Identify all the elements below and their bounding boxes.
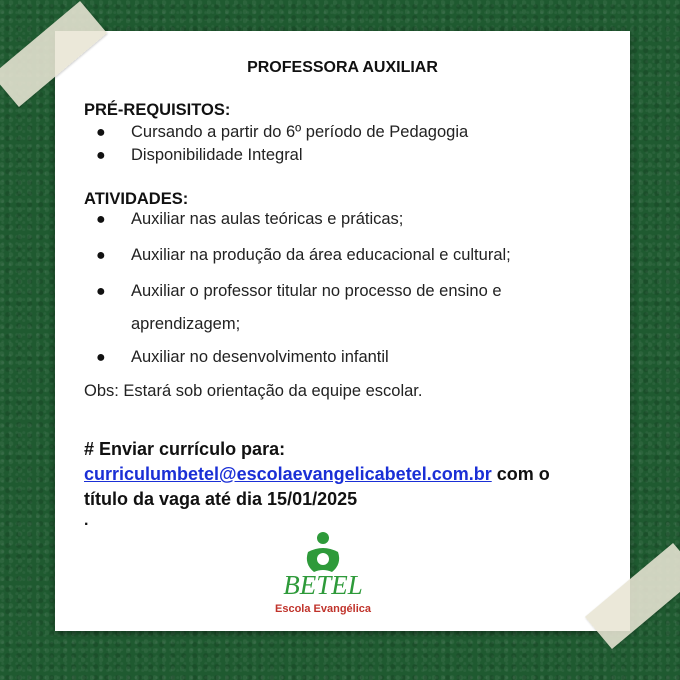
betel-logo [266,528,381,620]
bullet: ● [96,283,106,300]
logo-head-icon [317,532,329,544]
activities-heading: ATIVIDADES: [84,190,189,208]
prerequisites-heading: PRÉ-REQUISITOS: [84,101,231,119]
activity-item-continuation: aprendizagem; [131,315,241,333]
activity-item: Auxiliar o professor titular no processo de ensino e [131,282,502,300]
logo-subtitle: Escola Evangélica [275,603,371,615]
activity-item: Auxiliar nas aulas teóricas e práticas; [131,210,404,228]
bullet: ● [96,211,106,228]
trailing-dot: . [84,512,89,529]
email-link[interactable]: curriculumbetel@escolaevangelicabetel.com.br [84,464,492,484]
bullet: ● [96,349,106,366]
prerequisite-item: Disponibilidade Integral [131,146,303,164]
apply-deadline: título da vaga até dia 15/01/2025 [84,489,358,509]
apply-email-line [84,464,550,485]
job-title: PROFESSORA AUXILIAR [247,59,438,76]
bullet: ● [96,247,106,264]
apply-suffix: com o [491,464,550,484]
observation-note: Obs: Estará sob orientação da equipe escolar. [84,382,423,400]
activity-item: Auxiliar na produção da área educacional e cultural; [131,246,511,264]
bullet: ● [96,147,106,164]
prerequisite-item: Cursando a partir do 6º período de Pedagogia [131,123,469,141]
apply-instruction: # Enviar currículo para: [84,439,286,459]
bullet: ● [96,124,106,141]
activity-item: Auxiliar no desenvolvimento infantil [131,348,389,366]
logo-name: BETEL [283,570,363,600]
